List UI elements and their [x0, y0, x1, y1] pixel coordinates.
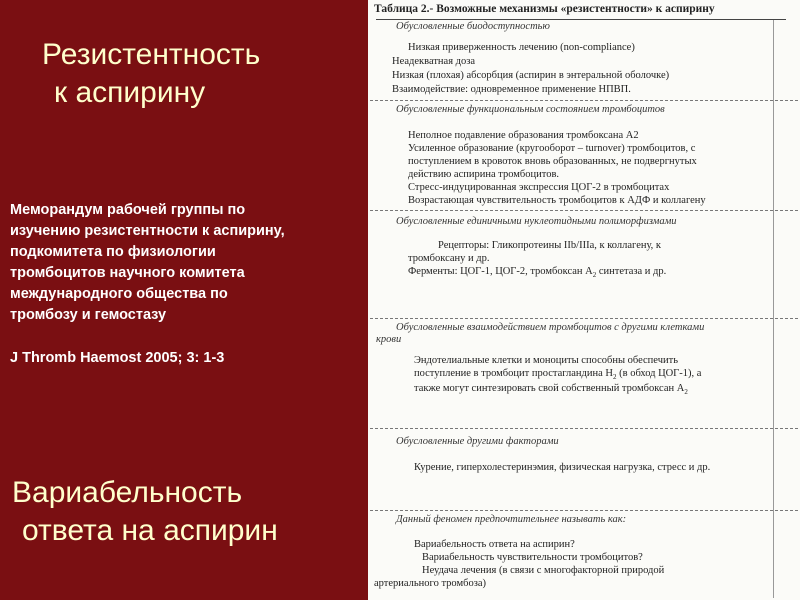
section-divider — [370, 510, 798, 511]
section-divider — [370, 210, 798, 211]
section-line: поступлением в кровоток вновь образованных, не подвергнутых — [408, 156, 697, 167]
section-heading: Обусловленные взаимодействием тромбоцитов с другими клетками — [396, 322, 705, 333]
section-line: Стресс-индуцированная экспрессия ЦОГ-2 в тромбоцитах — [408, 182, 670, 193]
section-heading: Обусловленные функциональным состоянием тромбоцитов — [396, 104, 665, 115]
section-line: Рецепторы: Гликопротеины IIb/IIIa, к коллагену, к — [438, 240, 662, 251]
section-line: Усиленное образование (кругооборот – turnover) тромбоцитов, с — [408, 143, 696, 154]
section-line: Ферменты: ЦОГ-1, ЦОГ-2, тромбоксан $A_2$ синтетаза и др. — [408, 266, 667, 280]
title-line-1: Резистентность — [42, 38, 261, 71]
section-line: действию аспирина тромбоцитов. — [408, 169, 560, 180]
section-line: Неадекватная доза — [392, 56, 476, 67]
memo-line: тромбоцитов научного комитета — [10, 265, 245, 281]
memo-line: Меморандум рабочей группы по — [10, 202, 246, 218]
title-rule — [376, 19, 786, 20]
section-line: Эндотелиальные клетки и моноциты способны обеспечить — [414, 355, 678, 366]
section-line: поступление в тромбоцит простагландина $H_2$ (в обход ЦОГ-1), а — [414, 368, 702, 382]
scanned-table-document — [368, 0, 800, 600]
memo-line: изучению резистентности к аспирину, — [10, 223, 285, 239]
section-heading: Обусловленные биодоступностью — [396, 21, 550, 32]
section-divider — [370, 428, 798, 429]
section-line: Неполное подавление образования тромбоксана А2 — [408, 130, 639, 141]
left-panel — [0, 0, 366, 600]
memorandum-text — [10, 200, 360, 326]
memo-line: международного общества по — [10, 286, 228, 302]
bottom-title — [12, 474, 278, 550]
bottom-title-line-1: Вариабельность — [12, 476, 243, 509]
section-line: Курение, гиперхолестеринэмия, физическая нагрузка, стресс и др. — [414, 462, 711, 473]
section-line: Возрастающая чувствительность тромбоцитов к АДФ и коллагену — [408, 195, 706, 206]
section-heading-cont: крови — [376, 334, 402, 345]
section-line: Неудача лечения (в связи с многофакторной природой — [422, 565, 665, 576]
section-line: Низкая (плохая) абсорбция (аспирин в энтеральной оболочке) — [392, 70, 670, 81]
section-line: артериального тромбоза) — [374, 578, 487, 589]
section-line: Вариабельность чувствительности тромбоцитов? — [422, 552, 643, 563]
slide-title — [42, 36, 260, 112]
section-divider — [370, 100, 798, 101]
section-line: тромбоксану и др. — [408, 253, 490, 264]
section-divider — [370, 318, 798, 319]
section-heading: Обусловленные другими факторами — [396, 436, 559, 447]
memo-line: тромбозу и гемостазу — [10, 307, 167, 323]
title-line-2: к аспирину — [54, 76, 206, 109]
memo-line: подкомитета по физиологии — [10, 244, 216, 260]
section-heading: Обусловленные единичными нуклеотидными полиморфизмами — [396, 216, 677, 227]
section-line: Вариабельность ответа на аспирин? — [414, 539, 575, 550]
section-line: Взаимодействие: одновременное применение НПВП. — [392, 84, 631, 95]
table-title: Таблица 2.- Возможные механизмы «резистентности» к аспирину — [374, 3, 715, 15]
section-heading: Данный феномен предпочтительнее называть как: — [396, 514, 627, 525]
bottom-title-line-2: ответа на аспирин — [22, 514, 278, 547]
section-line: также могут синтезировать свой собственный тромбоксан $A_2$ — [414, 383, 688, 397]
citation: J Thromb Haemost 2005; 3: 1-3 — [10, 350, 225, 366]
right-border — [773, 20, 774, 598]
section-line: Низкая приверженность лечению (non-compliance) — [408, 42, 635, 53]
